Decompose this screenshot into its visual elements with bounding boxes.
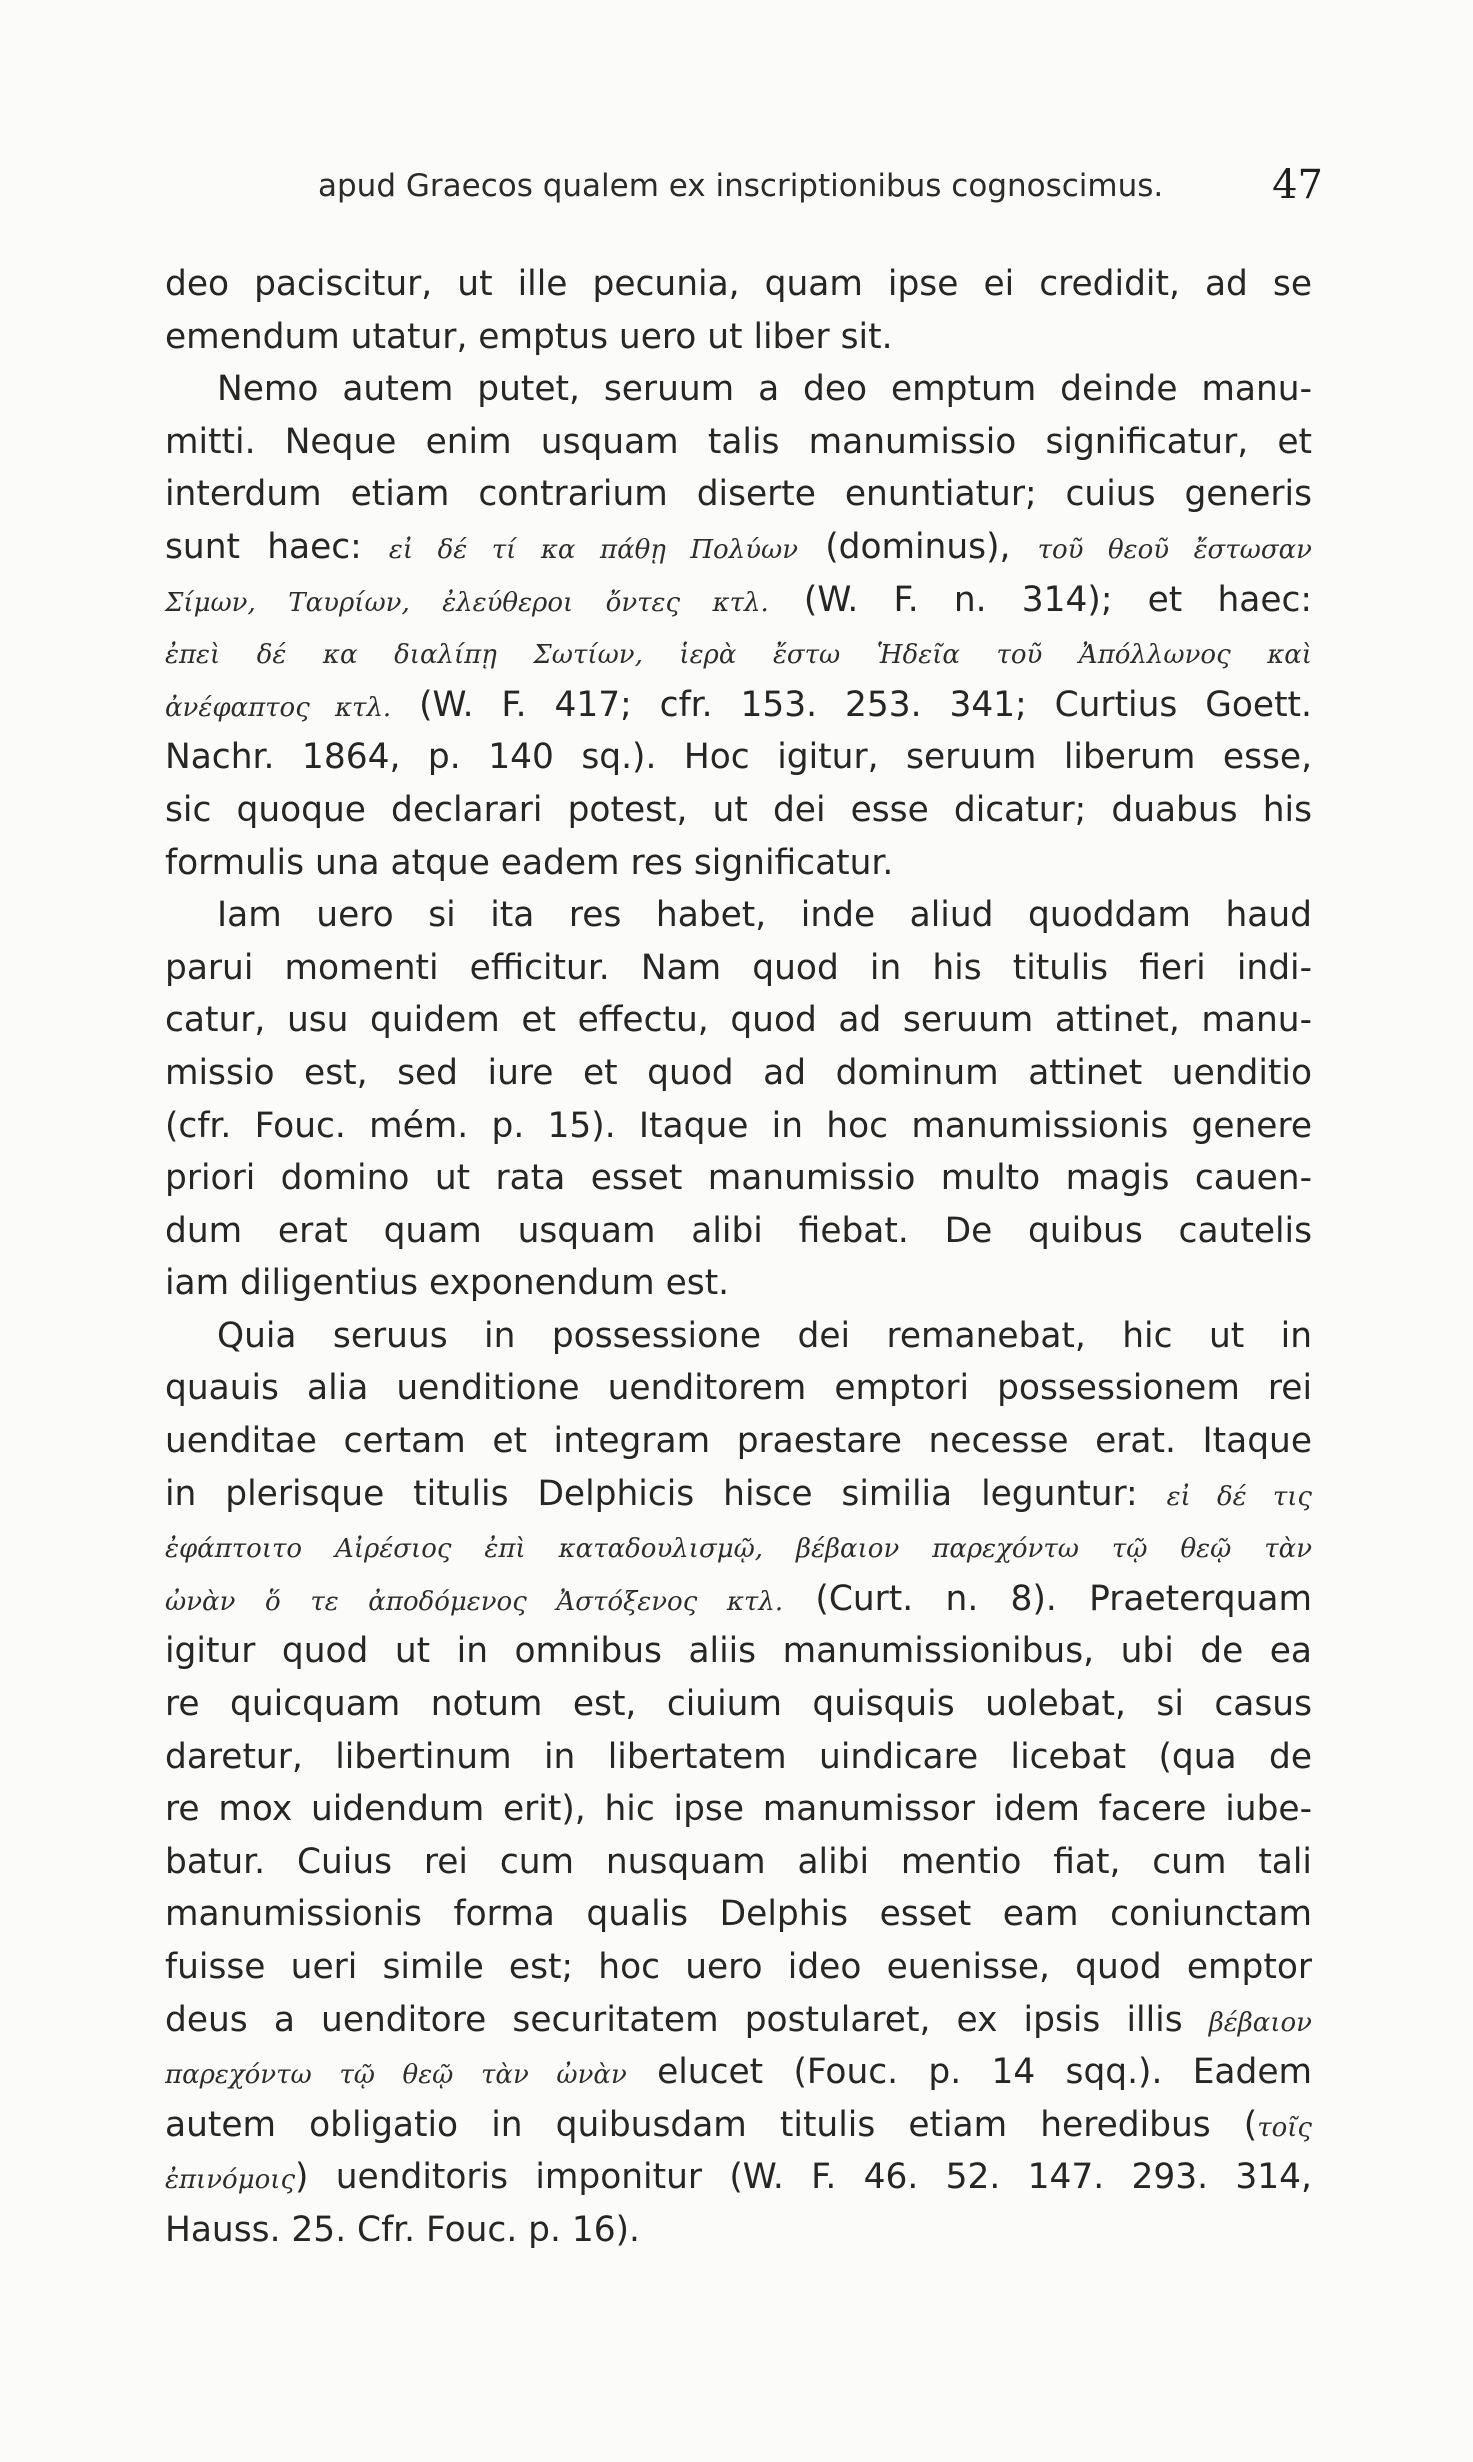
text-line: interdum etiam contrarium diserte enuntiatur; cuius generis (165, 474, 1312, 515)
text-line: igitur quod ut in omnibus aliis manumissionibus, ubi de ea (165, 1631, 1312, 1672)
greek-quote: τοῖς (1257, 2112, 1312, 2143)
text-line: daretur, libertinum in libertatem uindicare licebat (qua de (165, 1736, 1312, 1777)
greek-quote: εἰ δέ τις (1166, 1481, 1312, 1512)
text-line: mitti. Neque enim usquam talis manumissio significatur, et (165, 421, 1312, 462)
text-line: Iam uero si ita res habet, inde aliud quoddam haud (217, 895, 1312, 936)
text-line: autem obligatio in quibusdam titulis etiam heredibus (τοῖς (165, 2104, 1312, 2145)
text-line: quauis alia uenditione uenditorem emptori possessionem rei (165, 1368, 1312, 1409)
text-line: parui momenti efficitur. Nam quod in his titulis fieri indi- (165, 947, 1312, 988)
text-line: priori domino ut rata esset manumissio multo magis cauen- (165, 1158, 1312, 1199)
greek-quote: Σίμων, Ταυρίων, ἐλεύθεροι ὄντες κτλ. (165, 587, 769, 618)
body-text (165, 258, 1312, 2257)
greek-quote: ὠνὰν ὅ τε ἀποδόμενος Ἀστόξενος κτλ. (165, 1586, 784, 1617)
greek-quote: ἀνέφαπτος κτλ. (165, 692, 392, 723)
text-line: Nemo autem putet, seruum a deo emptum deinde manu- (217, 369, 1312, 410)
text-line: Nachr. 1864, p. 140 sq.). Hoc igitur, seruum liberum esse, (165, 737, 1312, 778)
text-line (165, 626, 1312, 679)
text-line: deo paciscitur, ut ille pecunia, quam ipse ei credidit, ad se (165, 264, 1312, 304)
text-line: Hauss. 25. Cfr. Fouc. p. 16). (165, 2209, 640, 2250)
greek-quote: ἐφάπτοιτο Αἰρέσιος ἐπὶ καταδουλισμῷ, βέβαιον παρεχόντω τῷ θεῷ τὰν (165, 1534, 1312, 1565)
text-line: batur. Cuius rei cum nusquam alibi mentio fiat, cum tali (165, 1841, 1312, 1882)
text-line: ἀνέφαπτος κτλ. (W. F. 417; cfr. 153. 253. 341; Curtius Goett. (165, 684, 1312, 725)
text-line: dum erat quam usquam alibi fiebat. De quibus cautelis (165, 1210, 1312, 1251)
text-line: παρεχόντω τῷ θεῷ τὰν ὠνὰν elucet (Fouc. p. 14 sqq.). Eadem (165, 2052, 1312, 2093)
text-line: ἐπινόμοις) uenditoris imponitur (W. F. 46. 52. 147. 293. 314, (165, 2157, 1312, 2198)
text-line: catur, usu quidem et effectu, quod ad seruum attinet, manu- (165, 1000, 1312, 1041)
text-line: deus a uenditore securitatem postularet, ex ipsis illis βέβαιον (165, 1999, 1312, 2040)
text-line: emendum utatur, emptus uero ut liber sit. (165, 316, 893, 357)
greek-quote: ἐπινόμοις (165, 2165, 295, 2196)
text-line: Σίμων, Ταυρίων, ἐλεύθεροι ὄντες κτλ. (W. F. n. 314); et haec: (165, 579, 1312, 620)
greek-quote: ἐπεὶ δέ κα διαλίπῃ Σωτίων, ἱερὰ ἔστω Ἡδεῖα τοῦ Ἀπόλλωνος καὶ (165, 640, 1312, 671)
greek-quote: τοῦ θεοῦ ἔστωσαν (1037, 534, 1312, 565)
text-line: (cfr. Fouc. mém. p. 15). Itaque in hoc manumissionis genere (165, 1105, 1312, 1146)
page-number: 47 (1272, 162, 1323, 208)
text-line: re quicquam notum est, ciuium quisquis uolebat, si casus (165, 1684, 1312, 1725)
text-line: sunt haec: εἰ δέ τί κα πάθῃ Πολύων (dominus), τοῦ θεοῦ ἔστωσαν (165, 526, 1312, 567)
greek-quote: παρεχόντω τῷ θεῷ τὰν ὠνὰν (165, 2060, 627, 2091)
text-line: ὠνὰν ὅ τε ἀποδόμενος Ἀστόξενος κτλ. (Curt. n. 8). Praeterquam (165, 1578, 1312, 1619)
text-line: in plerisque titulis Delphicis hisce similia leguntur: εἰ δέ τις (165, 1473, 1312, 1514)
text-line: uenditae certam et integram praestare necesse erat. Itaque (165, 1421, 1312, 1462)
greek-quote: βέβαιον (1208, 2007, 1312, 2038)
page-header (318, 162, 1323, 218)
text-line: iam diligentius exponendum est. (165, 1263, 730, 1304)
text-line: manumissionis forma qualis Delphis esset eam coniunctam (165, 1894, 1312, 1935)
text-line: missio est, sed iure et quod ad dominum attinet uenditio (165, 1052, 1312, 1093)
text-line (165, 1520, 1312, 1573)
text-line: re mox uidendum erit), hic ipse manumissor idem facere iube- (165, 1789, 1312, 1830)
text-line: Quia seruus in possessione dei remanebat, hic ut in (217, 1315, 1312, 1356)
greek-quote: εἰ δέ τί κα πάθῃ Πολύων (388, 534, 799, 565)
running-head: apud Graecos qualem ex inscriptionibus cognoscimus. (318, 168, 1164, 204)
text-line: formulis una atque eadem res significatur. (165, 842, 894, 883)
text-line: sic quoque declarari potest, ut dei esse dicatur; duabus his (165, 789, 1312, 830)
text-line: fuisse ueri simile est; hoc uero ideo euenisse, quod emptor (165, 1947, 1312, 1987)
